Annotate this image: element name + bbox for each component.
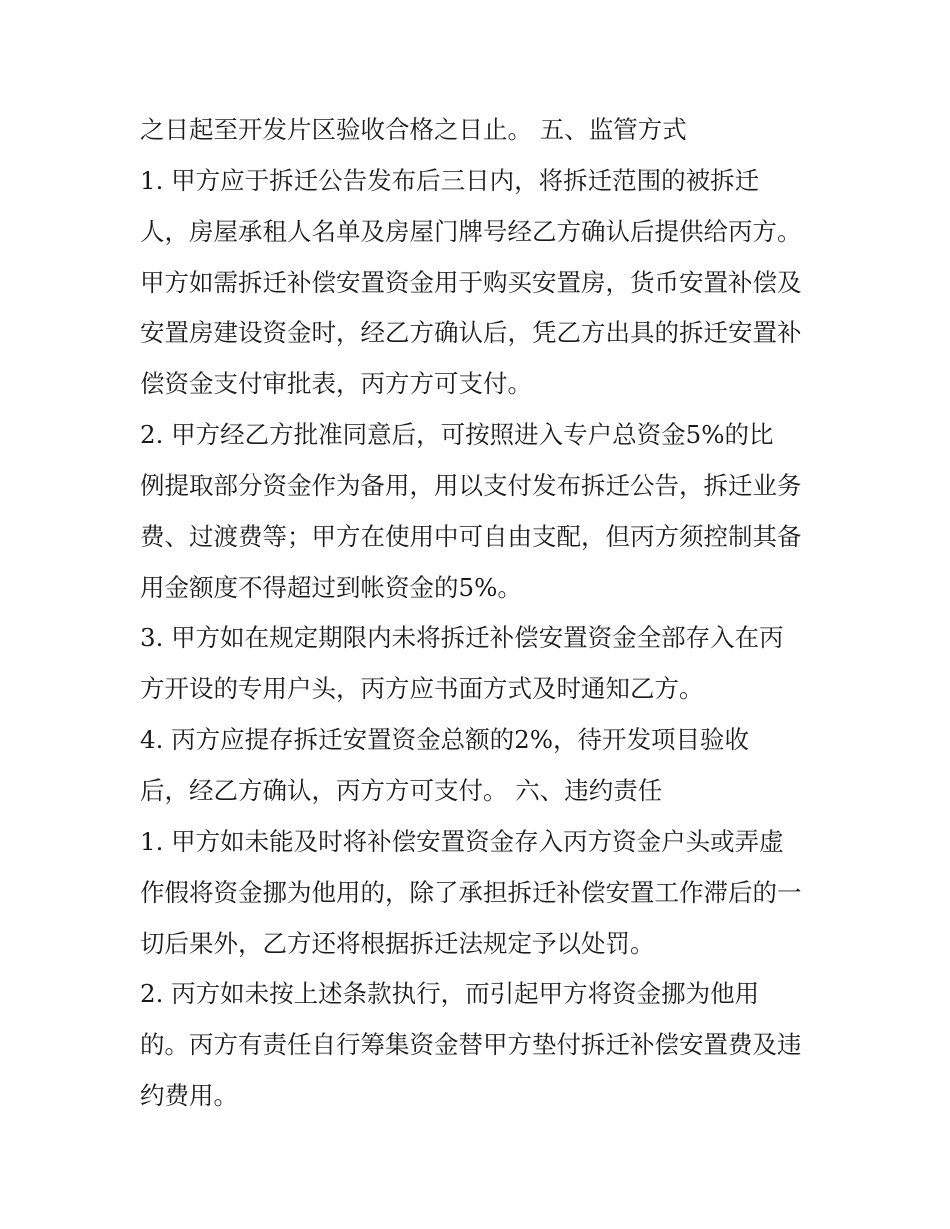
text-line: 费、过渡费等；甲方在使用中可自由支配，但丙方须控制其备 — [140, 521, 802, 551]
text-line: 后，经乙方确认，丙方方可支付。 六、违约责任 — [140, 775, 663, 805]
text-line: 用金额度不得超过到帐资金的5%。 — [140, 572, 522, 602]
text-line: 2. 甲方经乙方批准同意后，可按照进入专户总资金5%的比 — [140, 420, 774, 450]
text-line: 之日起至开发片区验收合格之日止。 五、监管方式 — [140, 115, 687, 144]
text-line: 1. 甲方应于拆迁公告发布后三日内，将拆迁范围的被拆迁 — [140, 165, 760, 195]
text-line: 约费用。 — [140, 1081, 238, 1111]
text-line: 2. 丙方如未按上述条款执行，而引起甲方将资金挪为他用 — [140, 979, 760, 1009]
text-line: 例提取部分资金作为备用，用以支付发布拆迁公告，拆迁业务 — [140, 470, 802, 500]
text-line: 的。丙方有责任自行筹集资金替甲方垫付拆迁补偿安置费及违 — [140, 1030, 802, 1060]
text-line: 4. 丙方应提存拆迁安置资金总额的2%，待开发项目验收 — [140, 725, 750, 755]
text-line: 方开设的专用户头，丙方应书面方式及时通知乙方。 — [140, 674, 704, 704]
text-line: 3. 甲方如在规定期限内未将拆迁补偿安置资金全部存入在丙 — [140, 623, 784, 653]
document-body — [140, 112, 830, 1129]
text-line: 安置房建设资金时，经乙方确认后，凭乙方出具的拆迁安置补 — [140, 318, 802, 348]
text-line: 作假将资金挪为他用的，除了承担拆迁补偿安置工作滞后的一 — [140, 877, 802, 907]
text-line: 切后果外，乙方还将根据拆迁法规定予以处罚。 — [140, 928, 655, 958]
text-line: 偿资金支付审批表，丙方方可支付。 — [140, 369, 532, 399]
text-line: 人，房屋承租人名单及房屋门牌号经乙方确认后提供给丙方。 — [140, 216, 802, 246]
text-line: 1. 甲方如未能及时将补偿安置资金存入丙方资金户头或弄虚 — [140, 826, 784, 856]
text-line: 甲方如需拆迁补偿安置资金用于购买安置房，货币安置补偿及 — [140, 267, 802, 297]
